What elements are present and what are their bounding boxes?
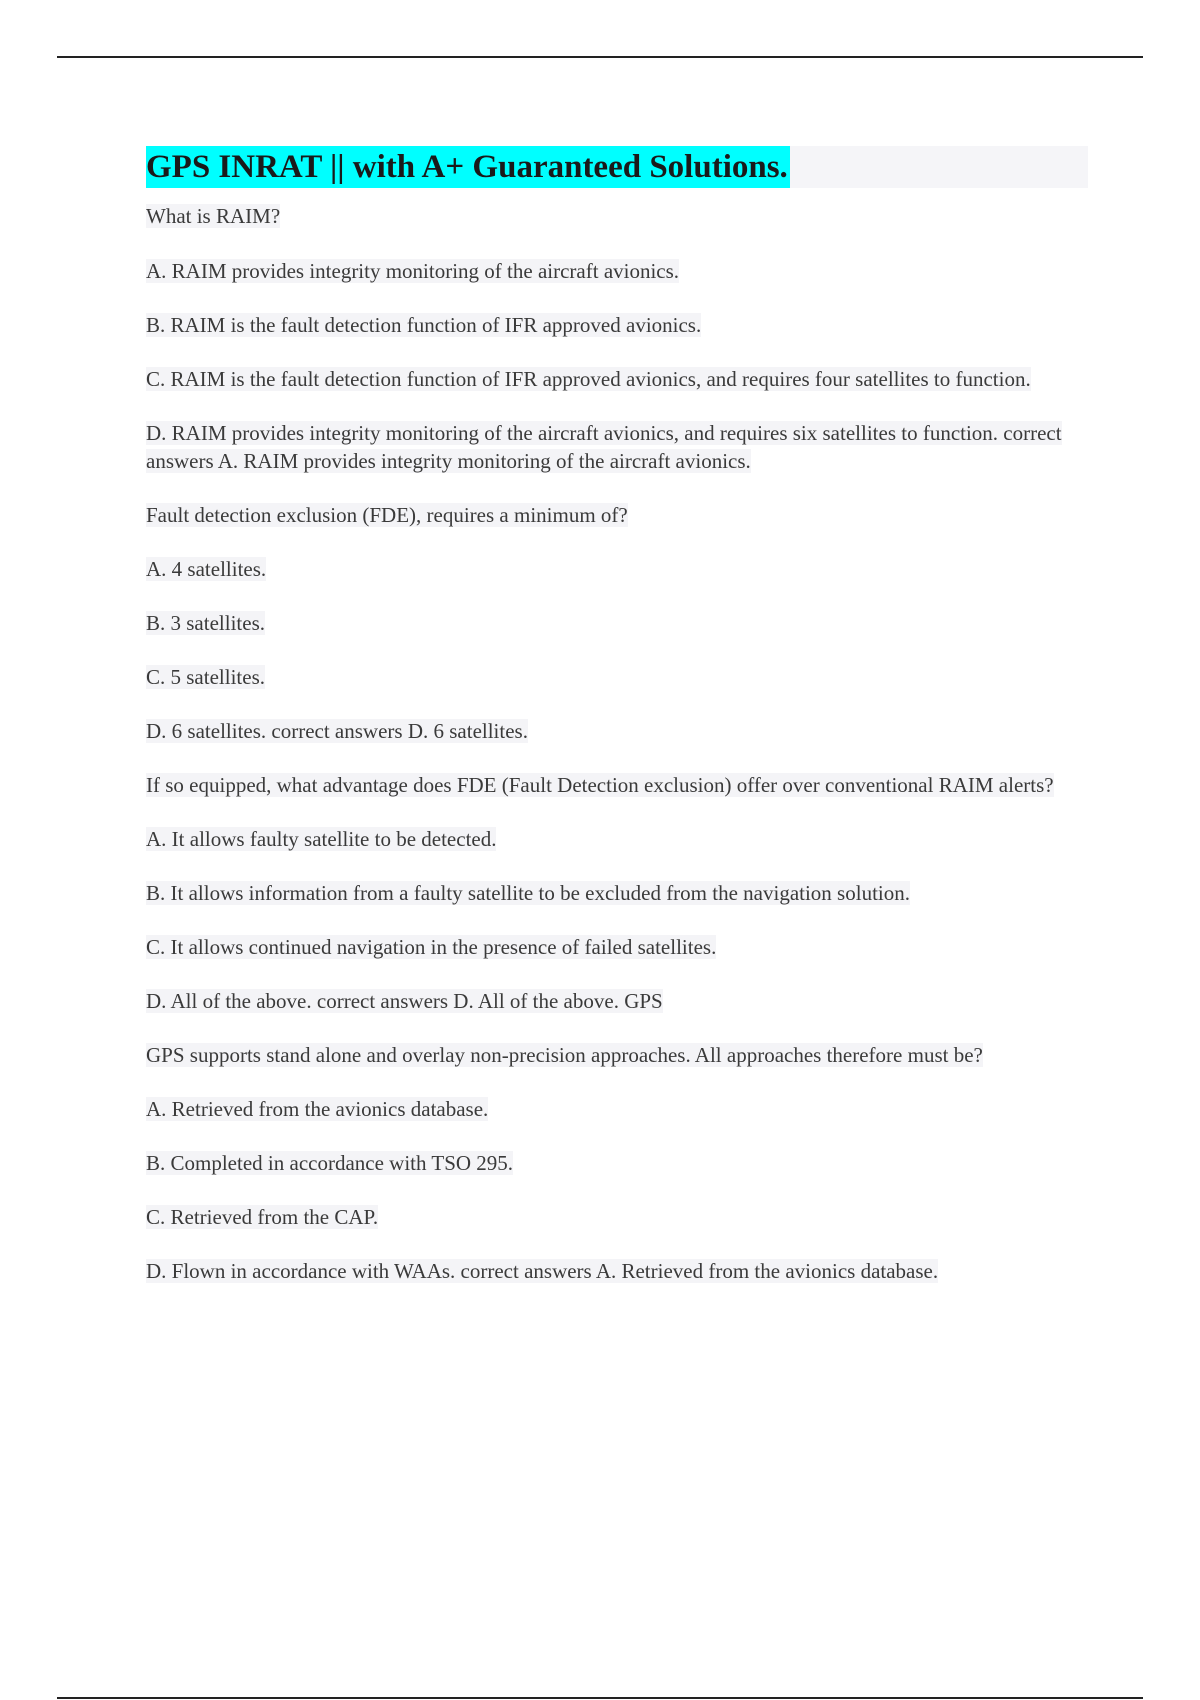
q1-option-c: C. RAIM is the fault detection function of IFR approved avionics, and requires four satellites to function.: [146, 367, 1031, 391]
q1-option-a: A. RAIM provides integrity monitoring of the aircraft avionics.: [146, 259, 680, 283]
document-body: [146, 146, 1088, 1285]
q2-option-d-answer: D. 6 satellites. correct answers D. 6 satellites.: [146, 719, 528, 743]
title-band: [146, 146, 1088, 188]
q4-option-b: B. Completed in accordance with TSO 295.: [146, 1151, 514, 1175]
q2-option-b: B. 3 satellites.: [146, 611, 265, 635]
q3-option-d-answer: D. All of the above. correct answers D. All of the above. GPS: [146, 989, 663, 1013]
q3-option-a: A. It allows faulty satellite to be detected.: [146, 827, 497, 851]
top-rule: [57, 56, 1143, 58]
q2-option-c: C. 5 satellites.: [146, 665, 265, 689]
q4-option-c: C. Retrieved from the CAP.: [146, 1205, 379, 1229]
q1-option-b: B. RAIM is the fault detection function of IFR approved avionics.: [146, 313, 702, 337]
document-title: GPS INRAT || with A+ Guaranteed Solutions.: [146, 146, 790, 188]
q1-option-d-answer: D. RAIM provides integrity monitoring of the aircraft avionics, and requires six satellites to function. correct answers A. RAIM provides integrity monitoring of the aircraft avionics.: [146, 421, 1062, 473]
question-3: If so equipped, what advantage does FDE (Fault Detection exclusion) offer over conventional RAIM alerts?: [146, 773, 1054, 797]
q4-option-d-answer: D. Flown in accordance with WAAs. correct answers A. Retrieved from the avionics database.: [146, 1259, 939, 1283]
bottom-rule: [57, 1697, 1143, 1699]
question-4: GPS supports stand alone and overlay non-precision approaches. All approaches therefore must be?: [146, 1043, 983, 1067]
question-1: What is RAIM?: [146, 204, 281, 228]
q2-option-a: A. 4 satellites.: [146, 557, 267, 581]
q3-option-b: B. It allows information from a faulty satellite to be excluded from the navigation solution.: [146, 881, 910, 905]
question-2: Fault detection exclusion (FDE), requires a minimum of?: [146, 503, 628, 527]
q4-option-a: A. Retrieved from the avionics database.: [146, 1097, 489, 1121]
q3-option-c: C. It allows continued navigation in the presence of failed satellites.: [146, 935, 717, 959]
